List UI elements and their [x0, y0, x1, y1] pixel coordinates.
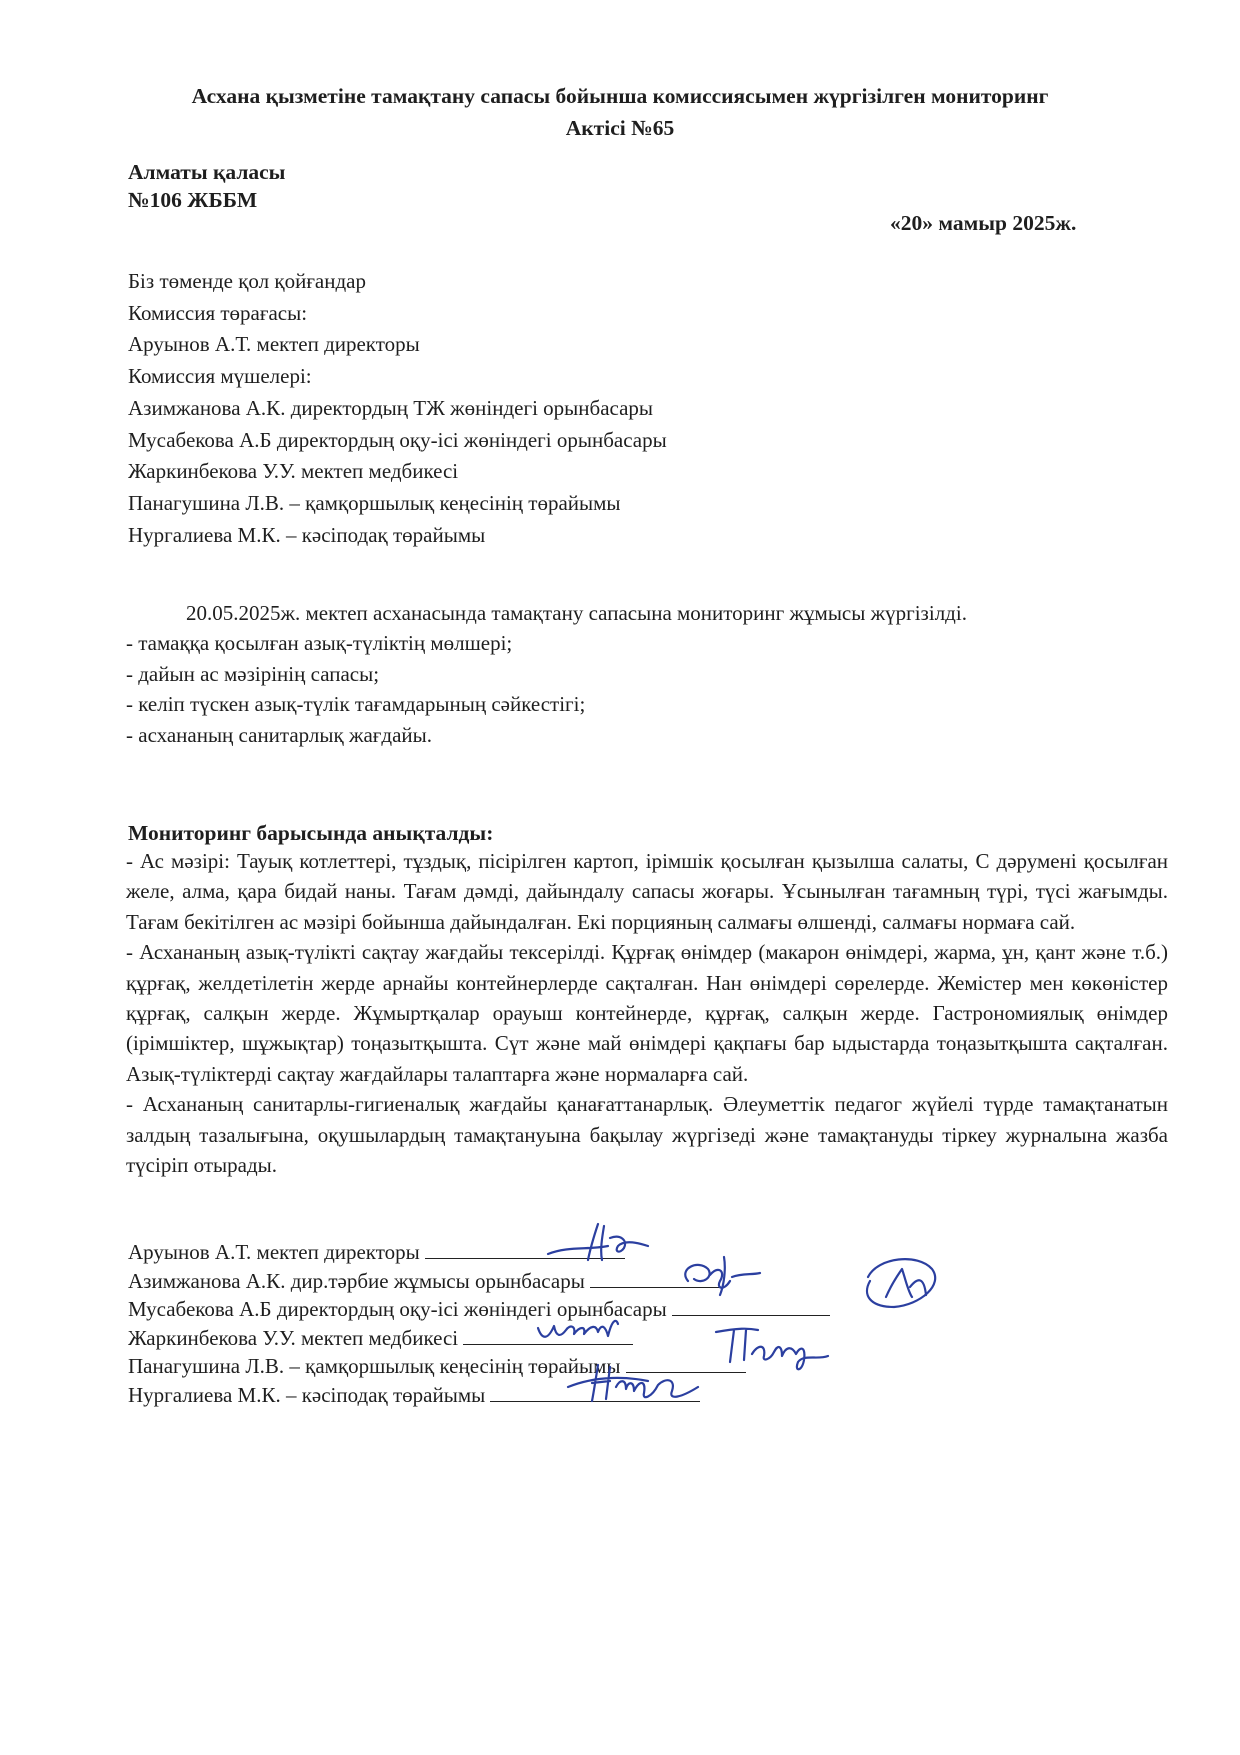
signature-icon [528, 1216, 688, 1266]
members-line: Комиссия мүшелері: [128, 364, 312, 389]
members-line: Комиссия төрағасы: [128, 300, 308, 325]
document-title [120, 80, 1120, 144]
signature-line [672, 1297, 830, 1316]
signature-icon [668, 1251, 788, 1301]
members-line: Біз төменде қол қойғандар [128, 269, 366, 293]
members-line: Аруынов А.Т. мектеп директоры [128, 332, 420, 357]
signer-name: Панагушина Л.В. – қамқоршылық кеңесінің төрайымы [128, 1354, 621, 1378]
city: Алматы қаласы [128, 160, 286, 184]
signer-name: Нургалиева М.К. – кәсіподақ төрайымы [128, 1382, 486, 1407]
findings-heading: Мониторинг барысында анықталды: [128, 821, 494, 845]
members-line: Жаркинбекова У.У. мектеп медбикесі [128, 459, 459, 484]
finding-paragraph: - Ас мәзірі: Тауық котлеттері, тұздық, пісірілген картоп, ірімшік қосылған қызылша салаты, С дәрумені қосылған желе, алма, қара бидай наны. Тағам дәмді, дайындалу сапасы жоғары. Ұсынылған тағамның түрі, түсі жағымды. Тағам бекітілген ас мәзірі бойынша дайындалған. Екі порцияның салмағы өлшенді, салмағы нормаға сай. [126, 849, 1168, 934]
members-line: Азимжанова А.К. директордың ТЖ жөніндегі орынбасары [128, 395, 654, 420]
checks-list [126, 628, 585, 750]
findings-body [126, 846, 1168, 1180]
title-line-1: Асхана қызметіне тамақтану сапасы бойынша комиссиясымен жүргізілген мониторинг [191, 84, 1049, 108]
signer-name: Аруынов А.Т. мектеп директоры [128, 1240, 420, 1264]
check-item: - асхананың санитарлық жағдайы. [126, 722, 432, 747]
check-item: - дайын ас мәзірінің сапасы; [126, 661, 380, 686]
school-name: №106 ЖББМ [128, 188, 258, 212]
signer-name: Мусабекова А.Б директордың оқу-ісі жөніндегі орынбасары [128, 1297, 667, 1321]
commission-members [128, 266, 667, 551]
members-line: Нургалиева М.К. – кәсіподақ төрайымы [128, 522, 486, 547]
signature-row [128, 1267, 830, 1296]
check-item: - тамаққа қосылған азық-түліктің мөлшері; [126, 631, 513, 655]
signature-row [128, 1381, 830, 1410]
signer-name: Азимжанова А.К. дир.тәрбие жұмысы орынбасары [128, 1268, 585, 1293]
signature-icon [808, 1247, 968, 1317]
signer-name: Жаркинбекова У.У. мектеп медбикесі [128, 1325, 459, 1350]
finding-paragraph: - Асхананың санитарлы-гигиеналық жағдайы қанағаттанарлық. Әлеуметтік педагог жүйелі түрде тамақтанатын залдың тазалығына, оқушылардың тамақтануына бақылау жүргізеді және тамақтануды тіркеу журналына жазба түсіріп отырады. [126, 1092, 1168, 1178]
signature-icon [528, 1312, 648, 1352]
check-item: - келіп түскен азық-түлік тағамдарының сәйкестігі; [126, 692, 586, 716]
signature-block [128, 1238, 830, 1409]
title-line-2: Актісі №65 [565, 116, 675, 140]
signature-icon [558, 1357, 738, 1407]
members-line: Панагушина Л.В. – қамқоршылық кеңесінің төрайымы [128, 490, 621, 515]
document-date: «20» мамыр 2025ж. [890, 211, 1077, 235]
intro-paragraph: 20.05.2025ж. мектеп асханасында тамақтану сапасына мониторинг жұмысы жүргізілді. [186, 601, 967, 625]
members-line: Мусабекова А.Б директордың оқу-ісі жөніндегі орынбасары [128, 427, 667, 452]
finding-paragraph: - Асхананың азық-түлікті сақтау жағдайы тексерілді. Құрғақ өнімдер (макарон өнімдері, жарма, ұн, қант және т.б.) құрғақ, желдетілетін жерде арнайы контейнерлерде сақталған. Нан өнімдері сөрелерде. Жемістер мен көкөністер құрғақ, салқын жерде. Жұмыртқалар орауыш контейнерде, құрғақ, салқын жерде. Гастрономиялық өнімдер (ірімшіктер, шұжықтар) тоңазытқышта. Сүт және май өнімдері қақпағы бар ыдыстарда тоңазытқышта сақталған. Азық-түліктерді сақтау жағдайлары талаптарға және нормаларға сай. [126, 940, 1168, 1086]
